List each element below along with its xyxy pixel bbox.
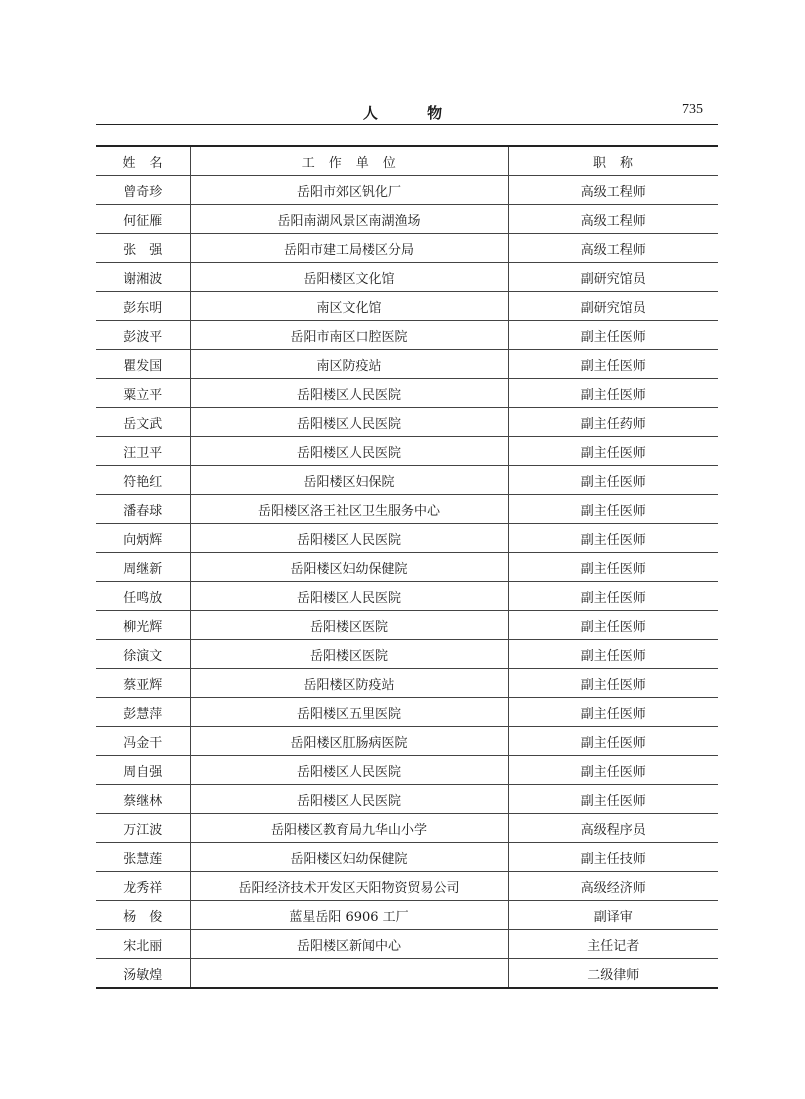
cell-title: 副主任医师 — [508, 756, 718, 785]
personnel-table — [96, 145, 718, 989]
table-row — [96, 959, 718, 989]
cell-name: 周自强 — [96, 756, 190, 785]
cell-name: 符艳红 — [96, 466, 190, 495]
cell-title: 副主任医师 — [508, 437, 718, 466]
table-row — [96, 582, 718, 611]
cell-name: 张慧莲 — [96, 843, 190, 872]
cell-title: 副主任医师 — [508, 582, 718, 611]
cell-name: 汤敏煌 — [123, 967, 163, 983]
table-row — [96, 901, 718, 930]
table-header-row — [96, 146, 718, 176]
cell-workplace: 南区防疫站 — [190, 350, 508, 379]
cell-name: 万江波 — [96, 814, 190, 843]
cell-workplace: 岳阳楼区防疫站 — [190, 669, 508, 698]
cell-title: 副主任医师 — [508, 321, 718, 350]
cell-title: 二级律师 — [587, 967, 640, 983]
cell-name: 彭波平 — [96, 321, 190, 350]
cell-title: 副主任医师 — [508, 466, 718, 495]
table-row — [96, 495, 718, 524]
cell-name: 蔡亚辉 — [96, 669, 190, 698]
cell-title: 副主任技师 — [508, 843, 718, 872]
table-row — [96, 292, 718, 321]
cell-name: 杨 俊 — [96, 901, 190, 930]
cell-name: 潘春球 — [96, 495, 190, 524]
cell-name: 周继新 — [96, 553, 190, 582]
cell-workplace: 岳阳经济技术开发区天阳物资贸易公司 — [190, 872, 508, 901]
cell-title: 副主任医师 — [508, 611, 718, 640]
cell-name: 徐演文 — [96, 640, 190, 669]
cell-workplace: 岳阳楼区教育局九华山小学 — [190, 814, 508, 843]
cell-title: 副主任医师 — [508, 379, 718, 408]
cell-title: 副主任医师 — [508, 350, 718, 379]
cell-workplace: 岳阳南湖风景区南湖渔场 — [190, 205, 508, 234]
cell-workplace: 岳阳市南区口腔医院 — [190, 321, 508, 350]
cell-title: 副主任医师 — [508, 553, 718, 582]
cell-title: 副主任医师 — [508, 495, 718, 524]
cell-name: 张 强 — [96, 234, 190, 263]
cell-name: 柳光辉 — [96, 611, 190, 640]
table-row — [96, 379, 718, 408]
cell-workplace: 岳阳市郊区钒化厂 — [190, 176, 508, 205]
cell-title: 副研究馆员 — [508, 263, 718, 292]
cell-title: 副译审 — [508, 901, 718, 930]
table-row — [96, 785, 718, 814]
table-row — [96, 756, 718, 785]
cell-name: 谢湘波 — [96, 263, 190, 292]
column-header-workplace: 工 作 单 位 — [190, 146, 508, 176]
cell-title: 副研究馆员 — [508, 292, 718, 321]
table-row — [96, 640, 718, 669]
cell-workplace: 岳阳楼区人民医院 — [190, 785, 508, 814]
cell-title: 高级经济师 — [508, 872, 718, 901]
cell-name: 彭慧萍 — [96, 698, 190, 727]
cell-name: 向炳辉 — [96, 524, 190, 553]
column-header-title: 职 称 — [508, 146, 718, 176]
table-row — [96, 176, 718, 205]
table-row — [96, 205, 718, 234]
table-row — [96, 437, 718, 466]
cell-name: 汪卫平 — [96, 437, 190, 466]
table-row — [96, 872, 718, 901]
cell-name: 任鸣放 — [96, 582, 190, 611]
table-row — [96, 727, 718, 756]
header-rule — [96, 124, 718, 125]
cell-title: 副主任医师 — [508, 524, 718, 553]
cell-title: 副主任医师 — [508, 669, 718, 698]
table-row — [96, 930, 718, 959]
cell-name: 彭东明 — [96, 292, 190, 321]
cell-name: 曾奇珍 — [96, 176, 190, 205]
table-row — [96, 263, 718, 292]
table-row — [96, 814, 718, 843]
table-row — [96, 321, 718, 350]
cell-workplace: 岳阳楼区五里医院 — [190, 698, 508, 727]
cell-workplace: 岳阳楼区人民医院 — [190, 379, 508, 408]
cell-workplace: 岳阳市建工局楼区分局 — [190, 234, 508, 263]
cell-workplace: 岳阳楼区妇幼保健院 — [190, 553, 508, 582]
cell-name: 瞿发国 — [96, 350, 190, 379]
table-row — [96, 843, 718, 872]
cell-name: 龙秀祥 — [96, 872, 190, 901]
table-row — [96, 611, 718, 640]
cell-title: 高级工程师 — [508, 176, 718, 205]
section-title: 人 物 — [362, 104, 465, 122]
cell-workplace: 岳阳楼区肛肠病医院 — [190, 727, 508, 756]
table-row — [96, 669, 718, 698]
cell-workplace: 岳阳楼区医院 — [190, 640, 508, 669]
cell-title: 副主任医师 — [508, 698, 718, 727]
cell-workplace: 岳阳楼区文化馆 — [190, 263, 508, 292]
page-number: 735 — [682, 102, 703, 117]
cell-workplace — [190, 959, 508, 989]
cell-workplace: 岳阳楼区人民医院 — [190, 756, 508, 785]
cell-name: 宋北丽 — [96, 930, 190, 959]
cell-name: 粟立平 — [96, 379, 190, 408]
cell-workplace: 岳阳楼区人民医院 — [190, 408, 508, 437]
cell-name: 蔡继林 — [96, 785, 190, 814]
table-row — [96, 524, 718, 553]
cell-workplace: 岳阳楼区洛王社区卫生服务中心 — [190, 495, 508, 524]
cell-name: 岳文武 — [96, 408, 190, 437]
cell-workplace: 岳阳楼区妇幼保健院 — [190, 843, 508, 872]
table-row — [96, 350, 718, 379]
cell-title: 副主任医师 — [508, 727, 718, 756]
table-row — [96, 408, 718, 437]
table-body — [96, 176, 718, 989]
cell-title: 主任记者 — [508, 930, 718, 959]
cell-name: 何征雁 — [96, 205, 190, 234]
cell-workplace: 岳阳楼区妇保院 — [190, 466, 508, 495]
cell-title: 高级程序员 — [508, 814, 718, 843]
cell-title: 高级工程师 — [508, 205, 718, 234]
cell-workplace: 岳阳楼区新闻中心 — [190, 930, 508, 959]
cell-title: 副主任医师 — [508, 785, 718, 814]
cell-name: 冯金干 — [96, 727, 190, 756]
cell-workplace: 岳阳楼区医院 — [190, 611, 508, 640]
cell-workplace: 岳阳楼区人民医院 — [190, 582, 508, 611]
table-row — [96, 234, 718, 263]
table-row — [96, 553, 718, 582]
column-header-name: 姓 名 — [96, 146, 190, 176]
cell-workplace: 南区文化馆 — [190, 292, 508, 321]
cell-title: 高级工程师 — [508, 234, 718, 263]
cell-workplace: 岳阳楼区人民医院 — [190, 437, 508, 466]
cell-title: 副主任药师 — [508, 408, 718, 437]
cell-workplace: 岳阳楼区人民医院 — [190, 524, 508, 553]
table-row — [96, 466, 718, 495]
table-row — [96, 698, 718, 727]
cell-workplace: 蓝星岳阳 6906 工厂 — [190, 901, 508, 930]
cell-title: 副主任医师 — [508, 640, 718, 669]
